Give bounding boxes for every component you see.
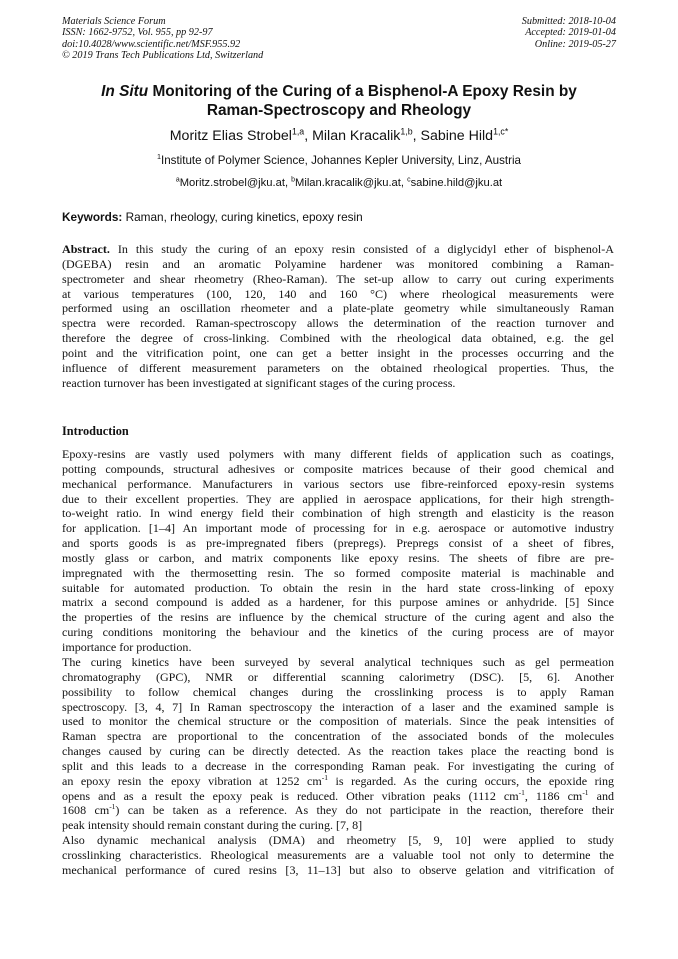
- accepted-date: Accepted: 2019-01-04: [525, 27, 616, 39]
- text-line: suitable for automated production. To obtain the resin in the hard state cross-linking of epoxy: [62, 580, 614, 595]
- text-line: to-weight ratio. In wind energy field their combination of high strength and elasticity is the reason: [62, 506, 614, 521]
- abstract-line: at various temperatures (100, 120, 140 and 160 °C) where rheological measurements were: [62, 286, 614, 301]
- author-list: [62, 128, 616, 144]
- abstract-line: influence of different measurement parameters on the obtained rheological properties. Thus, the: [62, 360, 614, 375]
- online-date: Online: 2019-05-27: [534, 38, 616, 50]
- email-sup: c: [407, 176, 411, 184]
- author-affil-sup: 1,a: [291, 126, 305, 137]
- abstract-line: spectra were recorded. Raman-spectroscopy allows the determination of the reaction turnover and: [62, 316, 614, 331]
- author-name: Sabine Hild: [420, 128, 494, 144]
- section-title-introduction: Introduction: [62, 424, 129, 438]
- text-line: Raman spectra are proportional to the concentration of the associated bonds of the molecules: [62, 729, 614, 744]
- text-line: possibility to follow chemical changes during the crosslinking process is to apply Raman: [62, 684, 614, 699]
- keywords: [62, 210, 616, 224]
- superscript: -1: [109, 802, 116, 812]
- text-line: potting compounds, structural adhesives or composite matrices because of their good chemical and: [62, 461, 614, 476]
- abstract: [62, 242, 614, 390]
- text-line: used to monitor the chemical structure or the composition of materials. Since the peak intensities of: [62, 714, 614, 729]
- text-line: Epoxy-resins are vastly used polymers with many different fields of application such as coatings,: [62, 447, 614, 461]
- text-line: [62, 774, 614, 789]
- text-span: opens and as a result the epoxy peak is reduced. Other vibration peaks (1112 cm: [62, 788, 519, 803]
- superscript: -1: [321, 772, 328, 782]
- abstract-line: performed using an oscillation rheometer and a plate-plate geometry while simultaneously Raman: [62, 301, 614, 316]
- author-affil-sup: 1,c*: [493, 126, 509, 137]
- doi[interactable]: doi:10.4028/www.scientific.net/MSF.955.92: [62, 38, 241, 50]
- text-span: and: [588, 788, 614, 803]
- text-line: importance for production.: [62, 639, 192, 654]
- text-line: [62, 803, 614, 818]
- text-line: matrix a second compound is added as a hardener, for this purpose amines or anhydride. [5] Since: [62, 595, 614, 610]
- text-line: chromatography (GPC), NMR or differential scanning calorimetry (DSC). [5, 6]. Another: [62, 669, 614, 684]
- text-line: mechanical performance of cured resins [3, 11–13] but also to observe gelation and vitrification of: [62, 862, 614, 877]
- intro-paragraph-3: [62, 833, 614, 878]
- title-line-1: [62, 82, 616, 101]
- author-affil-sup: 1,b: [400, 126, 413, 137]
- submitted-date: Submitted: 2018-10-04: [521, 16, 616, 27]
- keywords-text: Raman, rheology, curing kinetics, epoxy resin: [122, 210, 363, 224]
- author-separator: ,: [304, 128, 313, 144]
- copyright: © 2019 Trans Tech Publications Ltd, Switzerland: [62, 50, 264, 62]
- affiliation-sup: 1: [156, 152, 161, 162]
- text-line: Also dynamic mechanical analysis (DMA) and rheometry [5, 9, 10] were applied to study: [62, 833, 614, 847]
- abstract-label: Abstract.: [62, 242, 110, 256]
- text-line: the properties of the resins are influence by the chemical structure of the curing agent and also the: [62, 610, 614, 625]
- email-link[interactable]: Milan.kracalik@jku.at: [295, 177, 401, 189]
- email-list: $^a$Moritz.strobel@jku.at, $^b$Milan.kracalik@jku.at, $^c$sabine.hild@jku.at: [175, 176, 503, 189]
- text-line: The curing kinetics have been surveyed by several analytical techniques such as gel permeation: [62, 655, 614, 669]
- abstract-line: spectrometer and shear rheometry (Rheo-Raman). The set-up allow to carry out curing experiments: [62, 271, 614, 286]
- text-span: 1608 cm: [62, 803, 110, 818]
- text-line: split and this leads to a decrease in the corresponding Raman peak. For investigating the curing of: [62, 758, 614, 773]
- abstract-line: [62, 242, 614, 257]
- text-line: crosslinking characteristics. Rheological measurements are a valuable tool not only to determine the: [62, 847, 614, 862]
- superscript: -1: [518, 787, 525, 797]
- paper-title: [62, 82, 616, 120]
- email-link[interactable]: Moritz.strobel@jku.at: [179, 177, 285, 189]
- header-left: [62, 16, 263, 62]
- text-line: mostly glass or carbon, and matrix components like epoxy resins. The sheets of fibre are pre-: [62, 550, 614, 565]
- affiliation: [62, 154, 616, 167]
- affiliation-text: Institute of Polymer Science, Johannes Kepler University, Linz, Austria: [160, 154, 521, 167]
- abstract-line: point and the vitrification point, one can get a better insight in the processes occurring and the: [62, 345, 614, 360]
- text-line: spectroscopy. [3, 4, 7] In Raman spectroscopy the interaction of a laser and the examined sample is: [62, 699, 614, 714]
- text-line: curing conditions monitoring the behaviour and the kinetics of the curing process are of mayor: [62, 625, 614, 640]
- email-link[interactable]: sabine.hild@jku.at: [410, 177, 503, 189]
- text-line: for application. [1–4] An important mode of processing for in e.g. aerospace or automotive industry: [62, 521, 614, 536]
- abstract-line: (DGEBA) resin and an aromatic Polyamine hardener was monitored combining a Raman-: [62, 256, 614, 271]
- journal-name: Materials Science Forum: [62, 16, 166, 27]
- text-line: due to their excellent properties. They are applied in aerospace applications, for their high strength-: [62, 491, 614, 506]
- title-italic: In Situ: [101, 83, 149, 100]
- text-span: ) can be taken as a reference. As they do not participate in the reaction, therefore their: [115, 803, 614, 818]
- text-line: changes caused by curing can be directly detected. As the reaction takes place the reacting bond is: [62, 744, 614, 759]
- email-sup: b: [291, 176, 296, 184]
- author-separator: ,: [412, 128, 421, 144]
- superscript: -1: [582, 787, 589, 797]
- text-line: [62, 789, 614, 804]
- text-line: mechanical performance. Manufacturers in various sectors use fibre-reinforced epoxy-resin systems: [62, 476, 614, 491]
- abstract-text: In this study the curing of an epoxy resin consisted of a diglycidyl ether of bisphenol-A: [109, 242, 614, 256]
- author-name: Milan Kracalik: [312, 128, 401, 144]
- text-line: and sports goods is as pre-impregnated fibers (prepregs). Prepregs consist of a sheet of fibres,: [62, 536, 614, 551]
- header-right: [522, 16, 616, 50]
- title-line-2: Raman-Spectroscopy and Rheology: [206, 102, 472, 119]
- text-span: , 1186 cm: [524, 788, 583, 803]
- text-line: impregnated with the thermosetting resin. The so formed composite material is machinable and: [62, 565, 614, 580]
- text-line: peak intensity should remain constant during the curing. [7, 8]: [62, 818, 363, 833]
- author-name: Moritz Elias Strobel: [169, 128, 292, 144]
- keywords-label: Keywords:: [62, 210, 123, 224]
- abstract-line: reaction turnover has been investigated at significant stages of the curing process.: [62, 375, 456, 390]
- email-sup: a: [175, 176, 180, 184]
- intro-paragraph-1: [62, 447, 614, 655]
- abstract-line: therefore the degree of cross-linking. Combined with the rheological data obtained, e.g. the gel: [62, 331, 614, 346]
- issn: ISSN: 1662-9752, Vol. 955, pp 92-97: [62, 27, 213, 39]
- title-rest: Monitoring of the Curing of a Bisphenol-A Epoxy Resin by: [148, 83, 577, 100]
- intro-paragraph-2: [62, 655, 614, 833]
- text-span: an epoxy resin the epoxy vibration at 1252 cm: [62, 773, 322, 788]
- text-span: is regarded. As the curing occurs, the epoxide ring: [327, 773, 614, 788]
